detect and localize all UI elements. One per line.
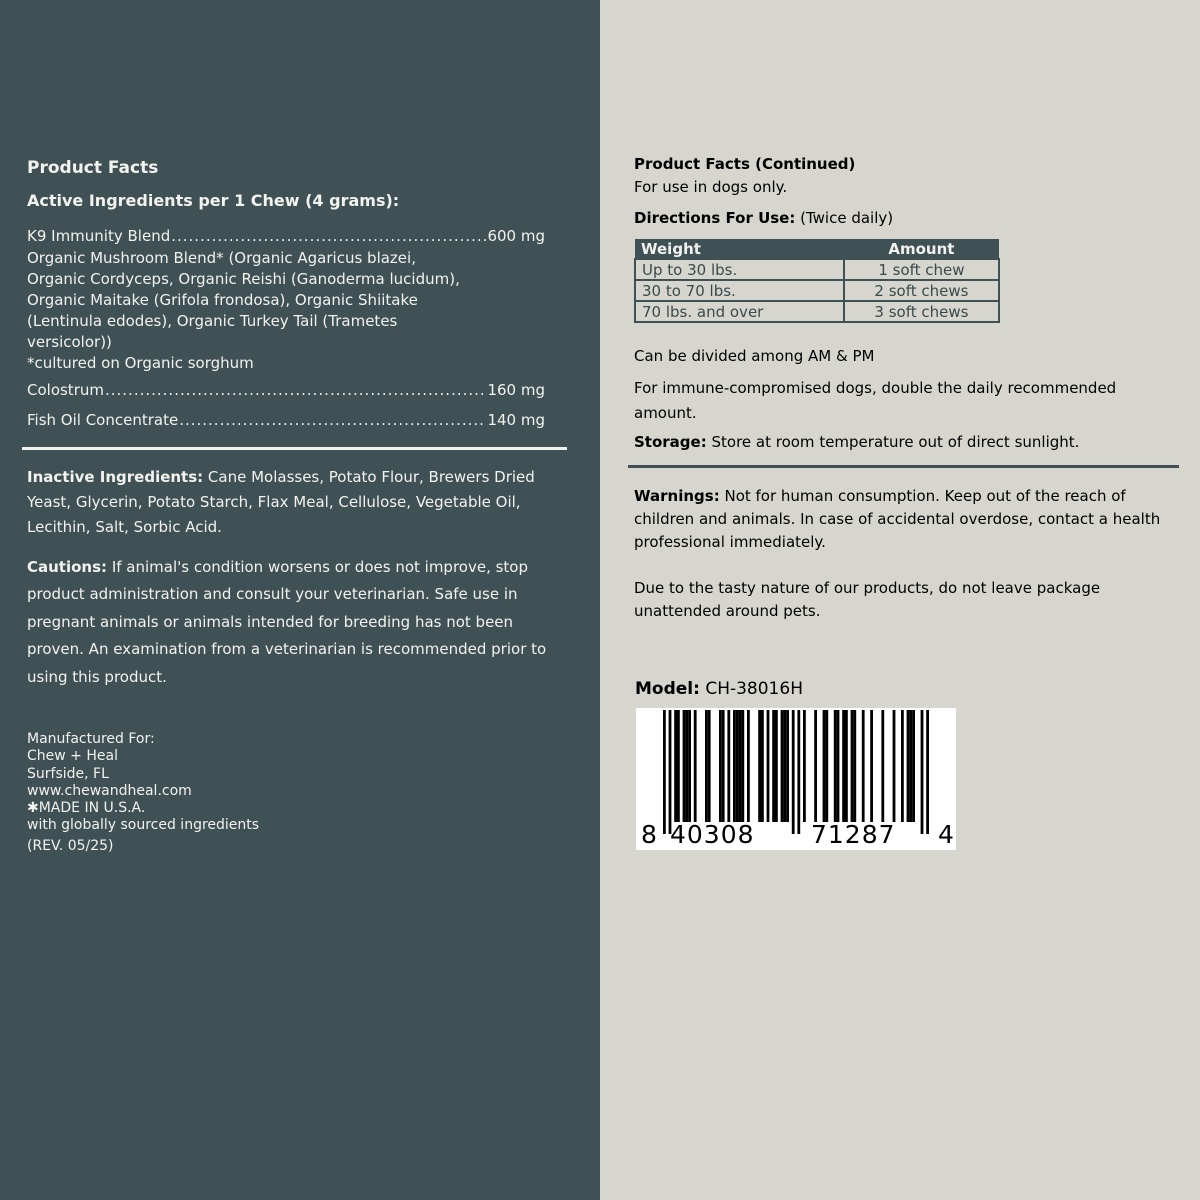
- barcode: [636, 708, 956, 850]
- barcode-bar: [912, 710, 915, 822]
- table-cell-weight: 70 lbs. and over: [635, 301, 844, 322]
- inactive-line: Cane Molasses, Potato Flour, Brewers Dried: [203, 468, 535, 486]
- mushroom-line: Organic Maitake (Grifola frondosa), Organic Shiitake: [27, 291, 418, 309]
- barcode-bar: [901, 710, 904, 822]
- left-divider: [22, 447, 567, 450]
- barcode-bar: [862, 710, 865, 822]
- colostrum-name: Colostrum: [27, 381, 104, 399]
- k9-immunity-amount: 600 mg: [487, 227, 545, 245]
- manufacturer-line: Manufactured For:: [27, 731, 155, 747]
- tasty-line: unattended around pets.: [634, 602, 821, 620]
- table-cell-amount: 2 soft chews: [844, 280, 999, 301]
- barcode-guard-bar: [926, 710, 929, 834]
- revision-label: (REV. 05/25): [27, 838, 114, 854]
- leader-dots: [171, 227, 486, 245]
- barcode-bar: [719, 710, 722, 822]
- colostrum-amount: 160 mg: [487, 381, 545, 399]
- mushroom-line: (Lentinula edodes), Organic Turkey Tail (Trametes: [27, 312, 398, 330]
- inactive-label: Inactive Ingredients:: [27, 468, 204, 486]
- manufacturer-block: [27, 731, 259, 835]
- barcode-bar: [727, 710, 730, 822]
- warnings-line: Not for human consumption. Keep out of the reach of: [719, 487, 1126, 505]
- storage-line: [634, 433, 1079, 451]
- directions-line: [634, 209, 893, 227]
- barcode-bar: [739, 710, 742, 822]
- barcode-digits-left: 40308: [670, 820, 755, 849]
- barcode-bar: [733, 710, 736, 822]
- model-line: [635, 679, 803, 699]
- barcode-bar: [845, 710, 848, 822]
- fish-oil-row: [27, 411, 545, 429]
- inactive-line: Lecithin, Salt, Sorbic Acid.: [27, 518, 222, 536]
- directions-note: (Twice daily): [795, 209, 894, 227]
- barcode-bar: [747, 710, 750, 822]
- warnings-line: professional immediately.: [634, 533, 826, 551]
- barcode-bar: [741, 710, 744, 822]
- barcode-bar: [781, 710, 784, 822]
- barcode-digit-system: 8: [641, 820, 657, 849]
- barcode-guard-bar: [669, 710, 672, 834]
- barcode-bar: [803, 710, 806, 822]
- table-row: [635, 259, 999, 280]
- barcode-bar: [893, 710, 896, 822]
- barcode-bar: [688, 710, 691, 822]
- k9-immunity-row: [27, 227, 545, 245]
- active-ingredients-heading: Active Ingredients per 1 Chew (4 grams):: [27, 191, 400, 210]
- product-facts-title: Product Facts: [27, 158, 159, 178]
- barcode-bar: [677, 710, 680, 822]
- barcode-bar: [825, 710, 828, 822]
- warnings: [634, 485, 1160, 554]
- right-divider: [628, 465, 1179, 468]
- table-cell-amount: 1 soft chew: [844, 259, 999, 280]
- cautions-line: using this product.: [27, 667, 167, 686]
- cautions-line: proven. An examination from a veterinarian is recommended prior to: [27, 640, 547, 659]
- fish-oil-name: Fish Oil Concentrate: [27, 411, 179, 429]
- cautions-label: Cautions:: [27, 558, 108, 576]
- cautions-line: pregnant animals or animals intended for breeding has not been: [27, 612, 514, 631]
- manufacturer-line: ✱MADE IN U.S.A.: [27, 800, 146, 817]
- barcode-bar: [736, 710, 739, 822]
- barcode-bar: [786, 710, 789, 822]
- barcode-bar: [758, 710, 761, 822]
- dogs-only-text: For use in dogs only.: [634, 178, 788, 196]
- colostrum-row: [27, 381, 545, 399]
- website-link[interactable]: www.chewandheal.com: [27, 782, 192, 799]
- barcode-bar: [683, 710, 686, 822]
- table-header-row: [635, 239, 999, 259]
- divided-text: Can be divided among AM & PM: [634, 347, 875, 365]
- fish-oil-amount: 140 mg: [487, 411, 545, 429]
- storage-text: Store at room temperature out of direct sunlight.: [706, 433, 1080, 451]
- mushroom-line: Organic Cordyceps, Organic Reishi (Ganoderma lucidum),: [27, 270, 460, 288]
- barcode-bar: [814, 710, 817, 822]
- barcode-bar: [722, 710, 725, 822]
- barcode-bar: [767, 710, 770, 822]
- barcode-digits-right: 71287: [811, 820, 896, 849]
- immune-line: amount.: [634, 404, 697, 422]
- dosage-table: [634, 239, 1000, 323]
- barcode-bar: [685, 710, 688, 822]
- cautions-line: If animal's condition worsens or does not improve, stop: [107, 558, 529, 576]
- cautions: [27, 554, 546, 691]
- barcode-bar: [909, 710, 912, 822]
- barcode-bar: [842, 710, 845, 822]
- table-cell-weight: Up to 30 lbs.: [635, 259, 844, 280]
- barcode-guard-bar: [921, 710, 924, 834]
- mushroom-line: *cultured on Organic sorghum: [27, 354, 254, 372]
- inactive-ingredients: [27, 465, 535, 540]
- storage-label: Storage:: [634, 433, 707, 451]
- table-cell-amount: 3 soft chews: [844, 301, 999, 322]
- barcode-guard-bar: [663, 710, 666, 834]
- barcode-bar: [907, 710, 910, 822]
- barcode-guard-bar: [792, 710, 795, 834]
- cautions-line: product administration and consult your veterinarian. Safe use in: [27, 585, 518, 604]
- immune-text: [634, 376, 1116, 426]
- manufacturer-line: Chew + Heal: [27, 748, 118, 765]
- k9-immunity-name: K9 Immunity Blend: [27, 227, 171, 245]
- table-header-weight: Weight: [635, 239, 844, 259]
- barcode-bar: [705, 710, 708, 822]
- manufacturer-line: Surfside, FL: [27, 765, 109, 782]
- mushroom-line: Organic Mushroom Blend* (Organic Agaricus blazei,: [27, 249, 416, 267]
- manufacturer-line: with globally sourced ingredients: [27, 817, 260, 834]
- barcode-bar: [775, 710, 778, 822]
- barcode-bar: [851, 710, 854, 822]
- barcode-bar: [772, 710, 775, 822]
- tasty-notice: [634, 577, 1100, 623]
- warnings-line: children and animals. In case of accidental overdose, contact a health: [634, 510, 1161, 528]
- barcode-bar: [823, 710, 826, 822]
- tasty-line: Due to the tasty nature of our products, do not leave package: [634, 579, 1101, 597]
- barcode-bar: [674, 710, 677, 822]
- directions-label: Directions For Use:: [634, 209, 796, 227]
- barcode-bar: [853, 710, 856, 822]
- leader-dots: [105, 381, 486, 399]
- barcode-bar: [761, 710, 764, 822]
- barcode-bar: [834, 710, 837, 822]
- model-value: CH-38016H: [699, 679, 803, 699]
- barcode-bar: [837, 710, 840, 822]
- inactive-line: Yeast, Glycerin, Potato Starch, Flax Meal, Cellulose, Vegetable Oil,: [27, 493, 521, 511]
- barcode-bar: [783, 710, 786, 822]
- table-row: [635, 280, 999, 301]
- warnings-label: Warnings:: [634, 487, 720, 505]
- table-header-amount: Amount: [844, 239, 999, 259]
- barcode-bar: [708, 710, 711, 822]
- model-label: Model:: [635, 679, 700, 699]
- barcode-bar: [870, 710, 873, 822]
- leader-dots: [179, 411, 486, 429]
- mushroom-line: versicolor)): [27, 333, 112, 351]
- barcode-guard-bar: [797, 710, 800, 834]
- mushroom-blend-text: [27, 248, 460, 374]
- immune-line: For immune-compromised dogs, double the daily recommended: [634, 379, 1117, 397]
- barcode-digit-check: 4: [938, 820, 954, 849]
- table-cell-weight: 30 to 70 lbs.: [635, 280, 844, 301]
- barcode-bar: [881, 710, 884, 822]
- product-facts-continued-title: Product Facts (Continued): [634, 155, 856, 173]
- table-row: [635, 301, 999, 322]
- barcode-bar: [694, 710, 697, 822]
